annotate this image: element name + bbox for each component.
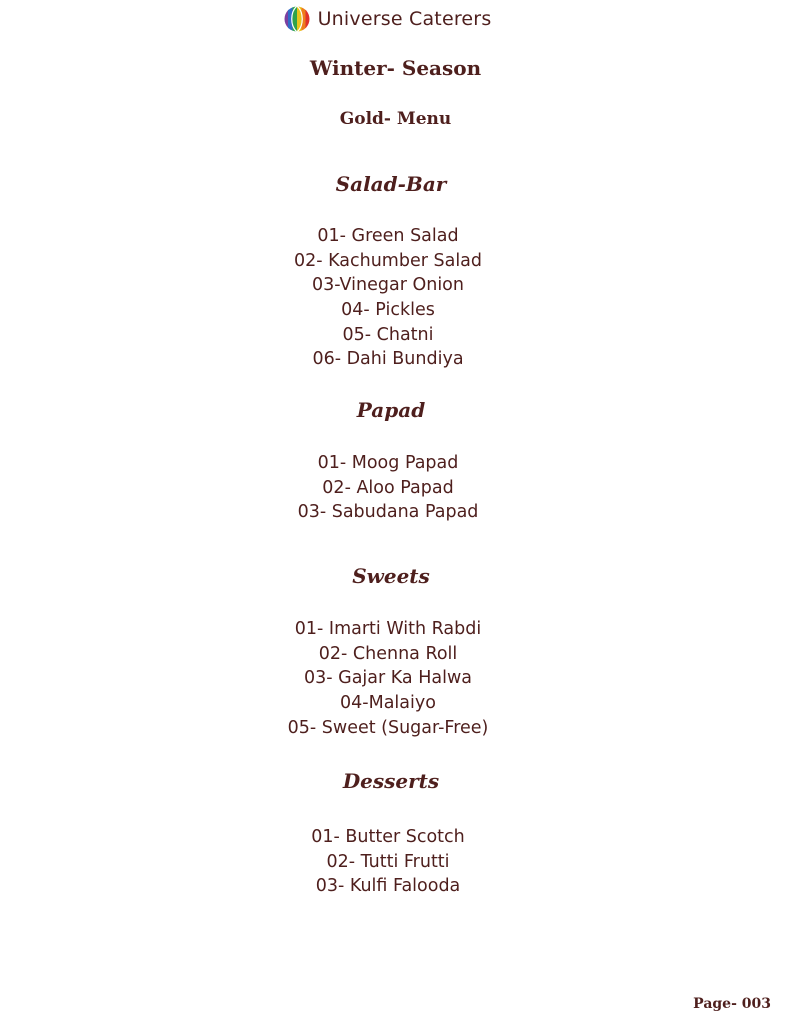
list-item: 02- Tutti Frutti bbox=[326, 851, 450, 872]
section-title-salad-bar: Salad-Bar bbox=[335, 172, 447, 196]
list-item: 04- Pickles bbox=[341, 300, 435, 321]
page-number: Page- 003 bbox=[693, 996, 771, 1012]
brand-name: Universe Caterers bbox=[317, 8, 492, 30]
list-item: 06- Dahi Bundiya bbox=[312, 349, 464, 370]
rainbow-globe-logo-icon bbox=[284, 6, 310, 32]
salad-bar-list bbox=[0, 224, 776, 372]
list-item: 02- Kachumber Salad bbox=[293, 250, 483, 271]
list-item: 02- Aloo Papad bbox=[322, 477, 454, 498]
list-item: 03- Gajar Ka Halwa bbox=[303, 668, 472, 689]
list-item: 01- Imarti With Rabdi bbox=[294, 619, 482, 639]
list-item: 04-Malaiyo bbox=[340, 693, 436, 714]
papad-list bbox=[0, 451, 776, 525]
desserts-list bbox=[0, 825, 776, 899]
list-item: 05- Sweet (Sugar-Free) bbox=[287, 717, 489, 738]
section-title-sweets: Sweets bbox=[352, 564, 430, 588]
list-item: 03-Vinegar Onion bbox=[312, 275, 464, 296]
season-title: Winter- Season bbox=[309, 56, 482, 80]
list-item: 03- Kulfi Falooda bbox=[315, 876, 461, 897]
list-item: 02- Chenna Roll bbox=[318, 643, 458, 664]
section-title-desserts: Desserts bbox=[342, 769, 440, 793]
sweets-list bbox=[0, 617, 776, 740]
list-item: 03- Sabudana Papad bbox=[297, 502, 479, 523]
menu-title: Gold- Menu bbox=[339, 109, 452, 129]
list-item: 01- Butter Scotch bbox=[311, 827, 465, 847]
list-item: 01- Green Salad bbox=[317, 226, 459, 246]
list-item: 01- Moog Papad bbox=[317, 453, 459, 473]
section-title-papad: Papad bbox=[356, 398, 426, 422]
header bbox=[0, 4, 791, 34]
list-item: 05- Chatni bbox=[342, 324, 434, 345]
